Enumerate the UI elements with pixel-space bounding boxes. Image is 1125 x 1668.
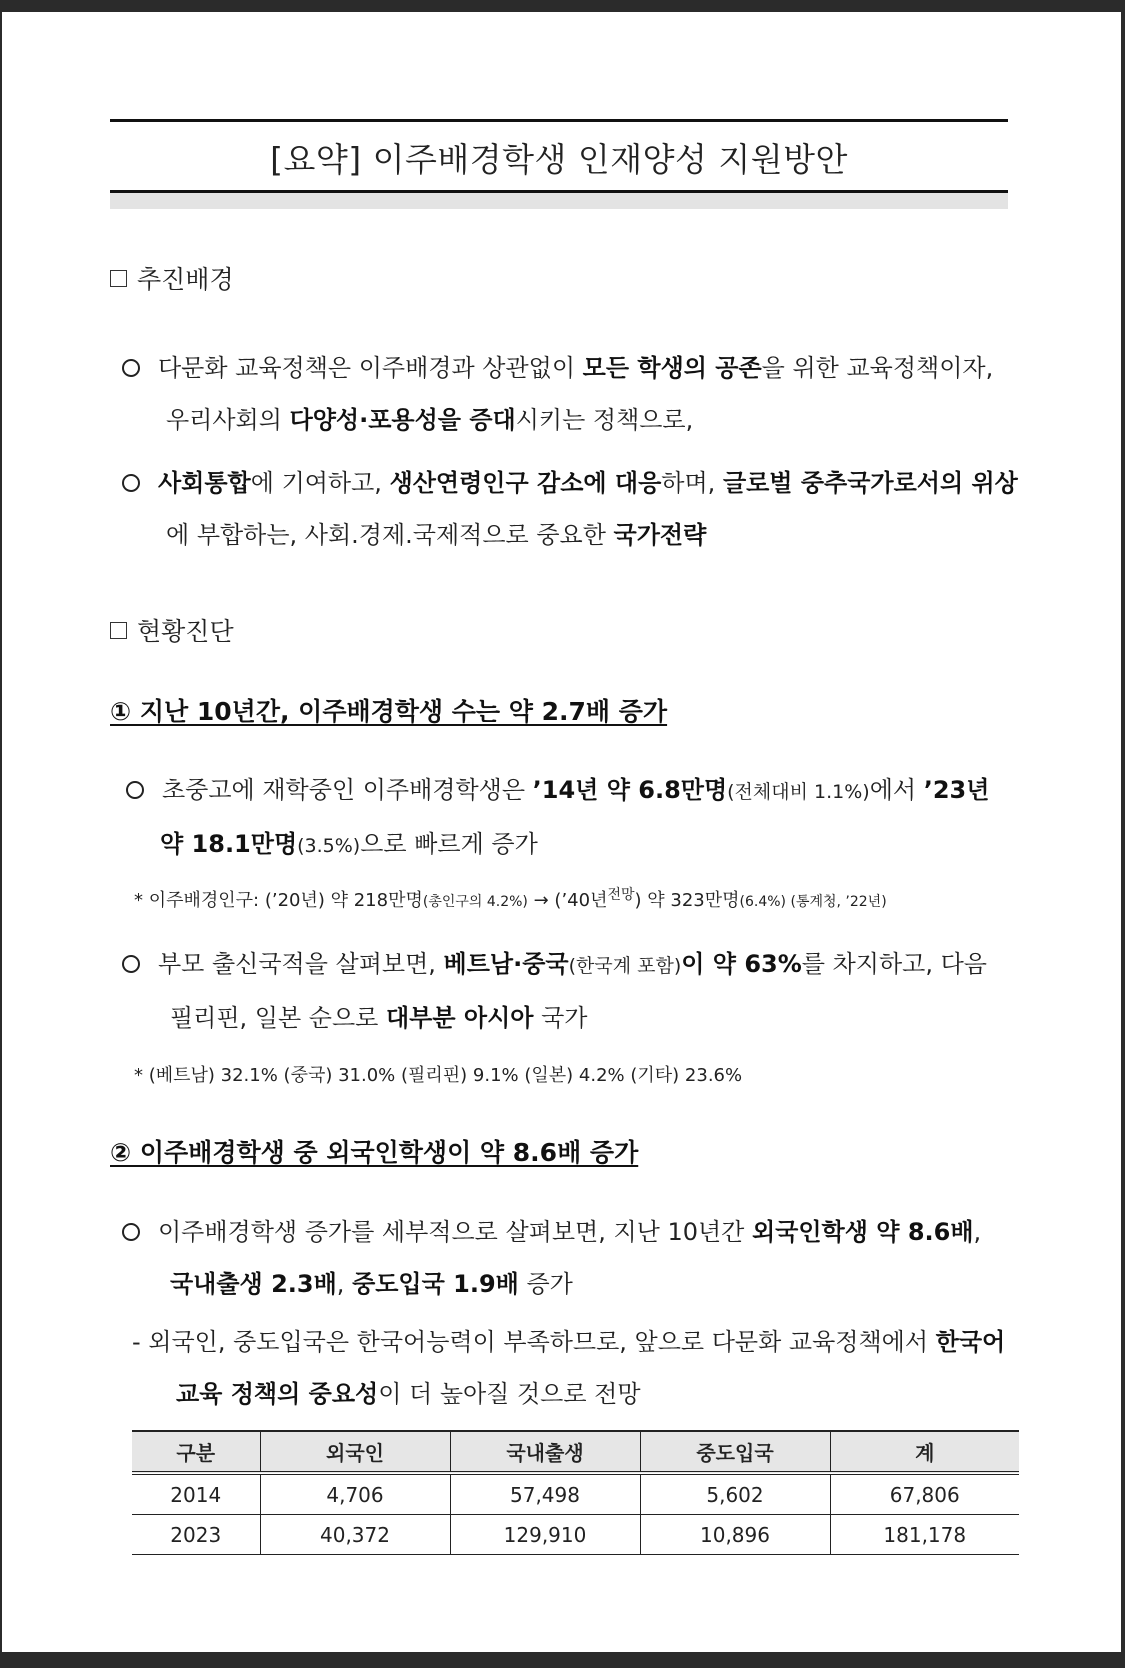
text-span: 다문화 교육정책은 이주배경과 상관없이 [158,354,583,382]
bold-span: 한국어 [935,1328,1006,1356]
text-span: 국가 [533,1004,588,1032]
small-span: (6.4%) [739,894,787,910]
text-span: - 외국인, 중도입국은 한국어능력이 부족하므로, 앞으로 다문화 교육정책에서 [132,1328,936,1356]
status-item-3-line-1 [122,1206,1022,1258]
table-cell: 181,178 [830,1515,1019,1555]
circle-bullet-icon [122,1223,140,1241]
title-shade-bar [110,193,1008,209]
bold-span: 사회통합 [158,469,251,497]
table-cell: 57,498 [450,1473,640,1515]
circle-bullet-icon [126,781,144,799]
checkbox-square-icon [110,622,127,639]
status-dash-1-line-2 [132,1368,1024,1420]
bold-span: 다양성·포용성을 증대 [289,406,516,434]
section-background [110,260,234,296]
table-cell: 40,372 [260,1515,450,1555]
table-cell: 67,806 [830,1473,1019,1515]
bold-span: 중도입국 1.9배 [352,1270,519,1298]
text-span: * 이주배경인구: (’20년) 약 218만명 [134,890,423,911]
table-header-row [132,1431,1019,1473]
table-cell: 10,896 [640,1515,830,1555]
table-header-cell: 계 [830,1431,1019,1473]
text-span: 을 위한 교육정책이자, [761,354,994,382]
status-item-1-line-1 [126,764,1022,818]
checkbox-square-icon [110,270,127,287]
table-cell: 5,602 [640,1473,830,1515]
bold-span: ’23년 [923,776,990,804]
background-item-1 [122,342,1022,446]
text-span: 증가 [518,1270,573,1298]
bold-span: 국내출생 2.3배 [170,1270,337,1298]
student-count-table [132,1430,1019,1555]
status-dash-1-line-1 [132,1316,1024,1368]
bold-span: 이 약 63% [681,950,802,978]
background-item-1-line-2 [122,394,1022,446]
small-span: (총인구의 4.2%) [422,894,528,910]
status-dash-1 [132,1316,1024,1420]
table-header-cell: 중도입국 [640,1431,830,1473]
status-item-1 [126,764,1022,872]
text-span: → (’40년 [527,890,608,911]
bold-span: 외국인학생 약 8.6배 [752,1218,974,1246]
circle-bullet-icon [122,474,140,492]
small-span: (통계청, ’22년) [786,894,887,910]
small-span: (3.5%) [297,835,361,857]
text-span: 에 부합하는, 사회.경제.국제적으로 중요한 [166,521,614,549]
table-header-cell: 국내출생 [450,1431,640,1473]
table-row [132,1473,1019,1515]
status-note-1 [134,884,1024,912]
bold-span: 약 18.1만명 [160,830,298,858]
status-item-2-line-2 [122,992,1022,1044]
document-title: [요약] 이주배경학생 인재양성 지원방안 [270,140,848,179]
bold-span: 대부분 아시아 [386,1004,534,1032]
status-item-3 [122,1206,1022,1310]
title-rule-top [110,119,1008,122]
background-item-1-line-1 [122,342,1022,394]
bold-span: 글로벌 중추국가로서의 위상 [722,469,1018,497]
text-span: 하며, [661,469,723,497]
table-row [132,1515,1019,1555]
bold-span: 모든 학생의 공존 [582,354,762,382]
section-status [110,612,234,648]
text-span: , [973,1218,982,1246]
small-span: (한국계 포함) [568,955,682,977]
status-item-3-line-2 [122,1258,1022,1310]
section-background-label: 추진배경 [137,265,234,294]
text-span: 에서 [869,776,924,804]
text-span: 시키는 정책으로, [515,406,694,434]
bold-span: 국가전략 [613,521,707,549]
table-cell: 129,910 [450,1515,640,1555]
status-heading-1: ① 지난 10년간, 이주배경학생 수는 약 2.7배 증가 [110,697,668,726]
text-span: 를 차지하고, 다음 [801,950,987,978]
text-span: 초중고에 재학중인 이주배경학생은 [162,776,533,804]
status-heading-2: ② 이주배경학생 중 외국인학생이 약 8.6배 증가 [110,1138,639,1167]
text-span: 우리사회의 [166,406,290,434]
table-cell: 2014 [132,1473,260,1515]
small-span: (전체대비 1.1%) [727,781,870,803]
text-span: , [336,1270,353,1298]
text-span: 이 더 높아질 것으로 전망 [378,1380,641,1408]
background-item-2 [122,457,1022,561]
circle-bullet-icon [122,955,140,973]
superscript-span: 전망 [607,887,635,903]
text-span: 필리핀, 일본 순으로 [170,1004,386,1032]
text-span: 에 기여하고, [250,469,390,497]
status-item-1-line-2 [126,818,1022,872]
status-note-2: * (베트남) 32.1% (중국) 31.0% (필리핀) 9.1% (일본) 4.2% (기타) 23.6% [134,1065,743,1086]
bold-span: 베트남·중국 [443,950,569,978]
section-status-label: 현황진단 [137,617,234,646]
status-item-2 [122,938,1022,1044]
status-item-2-line-1 [122,938,1022,992]
circle-bullet-icon [122,359,140,377]
table-cell: 4,706 [260,1473,450,1515]
background-item-2-line-2 [122,509,1022,561]
text-span: 이주배경학생 증가를 세부적으로 살펴보면, 지난 10년간 [158,1218,752,1246]
text-span: 부모 출신국적을 살펴보면, [158,950,444,978]
bold-span: 교육 정책의 중요성 [176,1380,379,1408]
bold-span: 생산연령인구 감소에 대응 [389,469,662,497]
bold-span: ’14년 약 6.8만명 [532,776,728,804]
table-cell: 2023 [132,1515,260,1555]
text-span: 으로 빠르게 증가 [360,830,538,858]
table-header-cell: 외국인 [260,1431,450,1473]
document-page [2,12,1121,1652]
background-item-2-line-1 [122,457,1022,509]
table-header-cell: 구분 [132,1431,260,1473]
text-span: ) 약 323만명 [634,890,740,911]
